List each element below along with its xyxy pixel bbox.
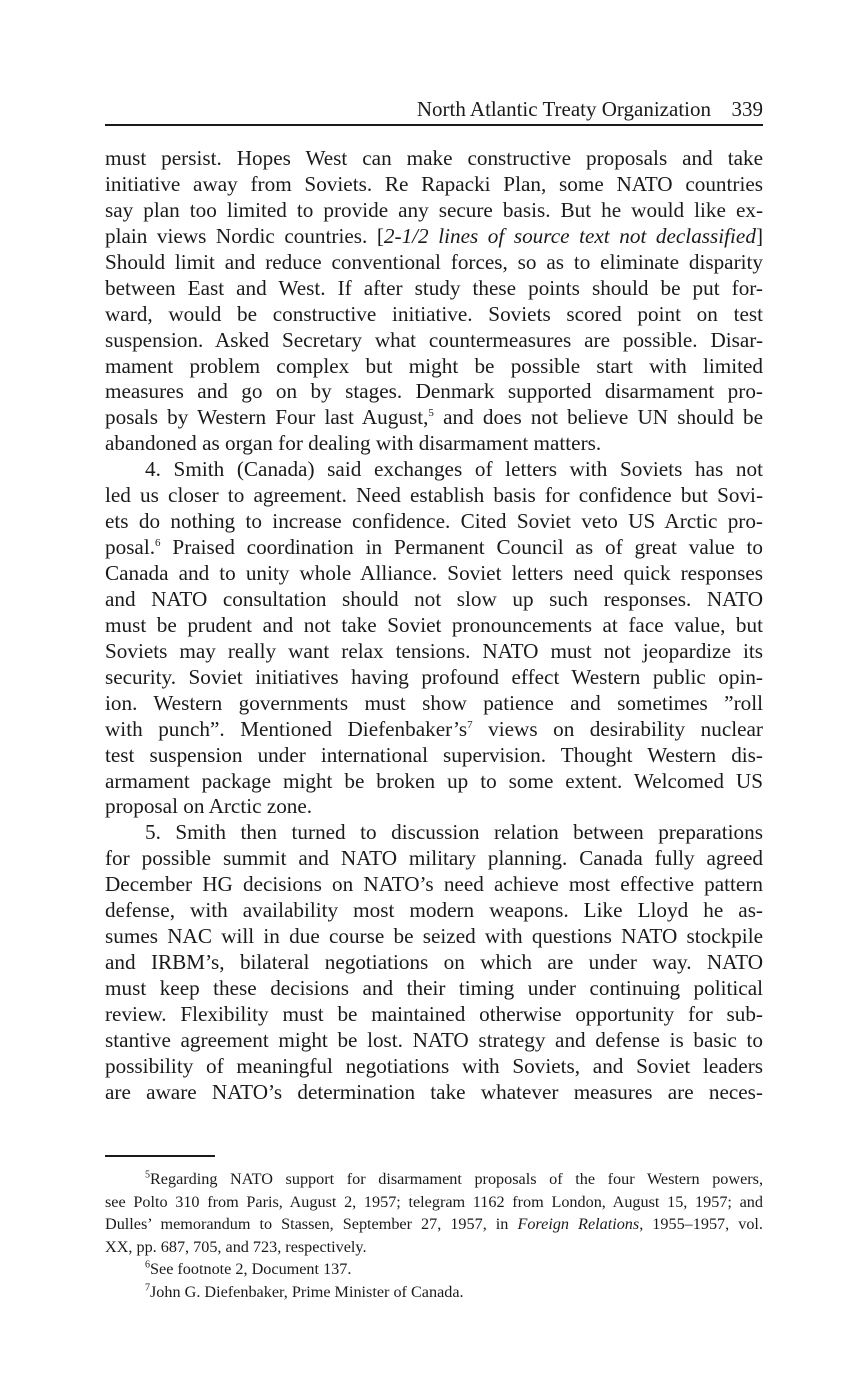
footnote-text: John G. Diefenbaker, Prime Minister of Canada. bbox=[150, 1282, 464, 1301]
page-number: 339 bbox=[731, 97, 763, 121]
body-line: between East and West. If after study these points should be put for- bbox=[105, 275, 763, 300]
body-line: security. Soviet initiatives having profound effect Western public opin- bbox=[105, 664, 763, 689]
text: ] bbox=[755, 223, 763, 248]
body-line: and NATO consultation should not slow up such responses. NATO bbox=[105, 586, 763, 611]
body-line: say plan too limited to provide any secure basis. But he would like ex- bbox=[105, 197, 763, 222]
body-line bbox=[105, 717, 763, 743]
body-line: review. Flexibility must be maintained otherwise opportunity for sub- bbox=[105, 1001, 763, 1026]
footnote-5 bbox=[105, 1168, 763, 1191]
body-line: suspension. Asked Secretary what countermeasures are possible. Disar- bbox=[105, 327, 763, 352]
footnote-5-line bbox=[105, 1213, 763, 1236]
body-line: ward, would be constructive initiative. Soviets scored point on test bbox=[105, 301, 763, 326]
text: posal. bbox=[105, 535, 156, 560]
footnote-6 bbox=[105, 1258, 763, 1281]
body-line: test suspension under international supervision. Thought Western dis- bbox=[105, 742, 763, 767]
body-line: proposal on Arctic zone. bbox=[105, 794, 313, 819]
footnote-ref-7[interactable]: 7 bbox=[467, 718, 473, 731]
body-line: Soviets may really want relax tensions. NATO must not jeopardize its bbox=[105, 638, 763, 663]
text: and does not believe UN should be bbox=[433, 405, 763, 430]
body-line: must keep these decisions and their timing under continuing political bbox=[105, 976, 763, 1000]
footnotes bbox=[105, 1168, 763, 1303]
body-line: ion. Western governments must show patience and sometimes ”roll bbox=[105, 690, 763, 715]
redaction-note: 2-1/2 lines of source text not declassified bbox=[383, 223, 756, 248]
footnote-text: Regarding NATO support for disarmament proposals of the four Western powers, bbox=[150, 1170, 763, 1188]
footnote-rule bbox=[105, 1155, 215, 1157]
body-line: led us closer to agreement. Need establish basis for confidence but Sovi- bbox=[105, 483, 763, 508]
body-line: for possible summit and NATO military planning. Canada fully agreed bbox=[105, 846, 763, 871]
header-rule bbox=[105, 124, 763, 126]
footnote-7 bbox=[105, 1281, 763, 1304]
body-line: measures and go on by stages. Denmark supported disarmament pro- bbox=[105, 379, 763, 404]
text: views on desirability nuclear bbox=[472, 716, 763, 741]
footnote-ref-5[interactable]: 5 bbox=[428, 407, 434, 420]
footnote-marker: 5 bbox=[145, 1169, 150, 1181]
body-text bbox=[105, 146, 763, 1106]
paragraph-5-start: 5. Smith then turned to discussion relation between preparations bbox=[145, 820, 763, 845]
body-line: must be prudent and not take Soviet pronouncements at face value, but bbox=[105, 612, 763, 637]
body-line: must persist. Hopes West can make constructive proposals and take bbox=[105, 146, 763, 170]
body-line: initiative away from Soviets. Re Rapacki Plan, some NATO countries bbox=[105, 171, 763, 196]
body-line: December HG decisions on NATO’s need achieve most effective pattern bbox=[105, 872, 763, 897]
footnote-5-line: see Polto 310 from Paris, August 2, 1957; telegram 1162 from London, August 15, 1957; and bbox=[105, 1192, 763, 1211]
body-line: ets do nothing to increase confidence. Cited Soviet veto US Arctic pro- bbox=[105, 509, 763, 534]
running-title: North Atlantic Treaty Organization bbox=[416, 97, 711, 121]
footnote-text: Dulles’ memorandum to Stassen, September 27, 1957, in bbox=[105, 1215, 518, 1233]
body-line bbox=[105, 535, 763, 561]
paragraph-4-start: 4. Smith (Canada) said exchanges of letters with Soviets has not bbox=[145, 457, 763, 482]
footnote-text: , 1955–1957, vol. bbox=[639, 1215, 763, 1233]
body-line bbox=[105, 224, 763, 250]
text: posals by Western Four last August, bbox=[105, 405, 429, 430]
body-line: abandoned as organ for dealing with disarmament matters. bbox=[105, 431, 602, 456]
text: Praised coordination in Permanent Council as of great value to bbox=[160, 535, 763, 560]
footnote-5-line: XX, pp. 687, 705, and 723, respectively. bbox=[105, 1237, 367, 1256]
body-line: stantive agreement might be lost. NATO strategy and defense is basic to bbox=[105, 1027, 763, 1052]
body-line: and IRBM’s, bilateral negotiations on which are under way. NATO bbox=[105, 950, 763, 975]
publication-title: Foreign Relations bbox=[517, 1215, 640, 1233]
body-line: armament package might be broken up to some extent. Welcomed US bbox=[105, 768, 763, 793]
running-header bbox=[105, 96, 763, 122]
body-line: mament problem complex but might be possible start with limited bbox=[105, 353, 763, 378]
text: plain views Nordic countries. [ bbox=[105, 223, 384, 248]
footnote-marker: 6 bbox=[145, 1259, 150, 1271]
body-line: Should limit and reduce conventional forces, so as to eliminate disparity bbox=[105, 249, 763, 274]
body-line bbox=[105, 405, 763, 431]
footnote-text: See footnote 2, Document 137. bbox=[150, 1260, 352, 1278]
body-line: sumes NAC will in due course be seized with questions NATO stockpile bbox=[105, 924, 763, 949]
footnote-ref-6[interactable]: 6 bbox=[155, 537, 161, 549]
body-line: defense, with availability most modern weapons. Like Lloyd he as- bbox=[105, 898, 763, 923]
footnote-marker: 7 bbox=[145, 1282, 150, 1294]
text: with punch”. Mentioned Diefenbaker’s bbox=[105, 716, 468, 741]
body-line: possibility of meaningful negotiations with Soviets, and Soviet leaders bbox=[105, 1053, 763, 1078]
body-line: are aware NATO’s determination take whatever measures are neces- bbox=[105, 1079, 763, 1104]
body-line: Canada and to unity whole Alliance. Soviet letters need quick responses bbox=[105, 561, 763, 585]
